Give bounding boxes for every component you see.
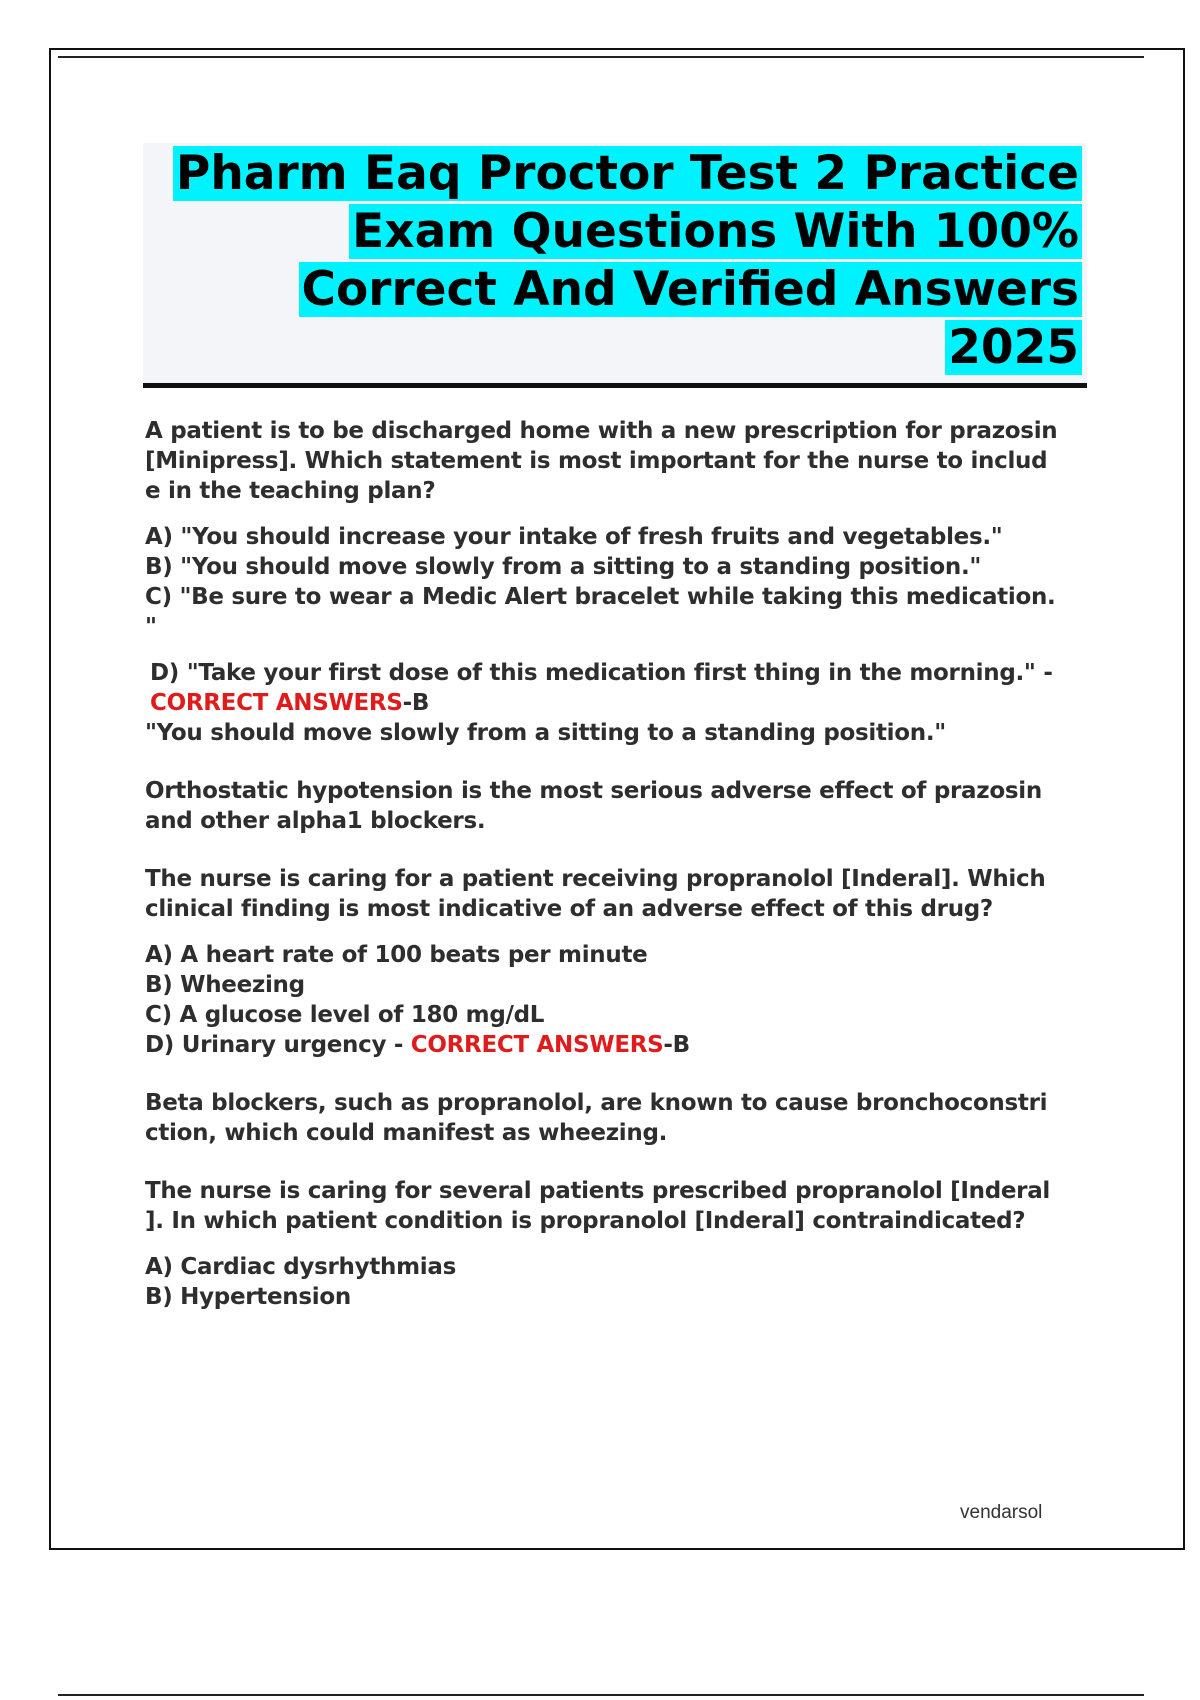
question-2-text-l1: The nurse is caring for a patient receiving propranolol [Inderal]. Which — [145, 866, 1046, 892]
question-2-option-a: A) A heart rate of 100 beats per minute — [145, 942, 648, 968]
question-3-text-l2: ]. In which patient condition is propranolol [Inderal] contraindicated? — [145, 1208, 1026, 1234]
question-1-option-c — [145, 582, 1090, 642]
question-1-explanation-l2: and other alpha1 blockers. — [145, 808, 486, 834]
question-2-explanation — [145, 1088, 1090, 1148]
question-1-text-l1: A patient is to be discharged home with a new prescription for prazosin — [145, 418, 1058, 444]
question-1-text-l3: e in the teaching plan? — [145, 478, 436, 504]
document-body — [145, 416, 1090, 1312]
question-2-explanation-l1: Beta blockers, such as propranolol, are known to cause bronchoconstri — [145, 1090, 1048, 1116]
question-1-option-d-text: D) "Take your first dose of this medication first thing in the morning." - — [150, 660, 1053, 686]
question-1-option-a: A) "You should increase your intake of fresh fruits and vegetables." — [145, 524, 1003, 550]
title-line-1: Pharm Eaq Proctor Test 2 Practice — [173, 146, 1082, 201]
footer-watermark: vendarsol — [960, 1502, 1043, 1523]
question-2-option-d — [145, 1030, 1090, 1060]
question-2-option-b: B) Wheezing — [145, 972, 305, 998]
question-1-option-b: B) "You should move slowly from a sitting to a standing position." — [145, 554, 982, 580]
question-1-text-l2: [Minipress]. Which statement is most important for the nurse to includ — [145, 448, 1048, 474]
question-1-explanation-l1: Orthostatic hypotension is the most serious adverse effect of prazosin — [145, 778, 1042, 804]
question-1-explanation — [145, 776, 1090, 836]
title-line-4: 2025 — [945, 320, 1082, 375]
question-1-correct-answer — [150, 688, 1090, 718]
question-1-option-d — [150, 658, 1090, 718]
question-1-answer-text: "You should move slowly from a sitting to a standing position." — [145, 720, 946, 746]
question-1-option-c-l2: " — [145, 614, 157, 640]
correct-answer-letter: -B — [663, 1032, 690, 1058]
question-2-explanation-l2: ction, which could manifest as wheezing. — [145, 1120, 668, 1146]
question-2 — [145, 864, 1090, 924]
correct-answers-label: CORRECT ANSWERS — [410, 1032, 664, 1058]
question-1-option-c-l1: C) "Be sure to wear a Medic Alert bracelet while taking this medication. — [145, 584, 1056, 610]
question-3-option-b: B) Hypertension — [145, 1284, 351, 1310]
question-2-option-c: C) A glucose level of 180 mg/dL — [145, 1002, 545, 1028]
question-1 — [145, 416, 1090, 506]
bottom-rule — [58, 1694, 1144, 1696]
document-title — [173, 145, 1082, 377]
question-3 — [145, 1176, 1090, 1236]
question-3-option-a: A) Cardiac dysrhythmias — [145, 1254, 456, 1280]
question-2-option-d-text: D) Urinary urgency - — [145, 1032, 411, 1058]
question-2-text-l2: clinical finding is most indicative of an adverse effect of this drug? — [145, 896, 993, 922]
question-3-text-l1: The nurse is caring for several patients prescribed propranolol [Inderal — [145, 1178, 1051, 1204]
title-line-2: Exam Questions With 100% — [349, 204, 1082, 259]
title-line-3: Correct And Verified Answers — [299, 262, 1083, 317]
title-block — [143, 143, 1087, 388]
correct-answer-letter: -B — [402, 690, 430, 716]
correct-answers-label: CORRECT ANSWERS — [150, 690, 403, 716]
